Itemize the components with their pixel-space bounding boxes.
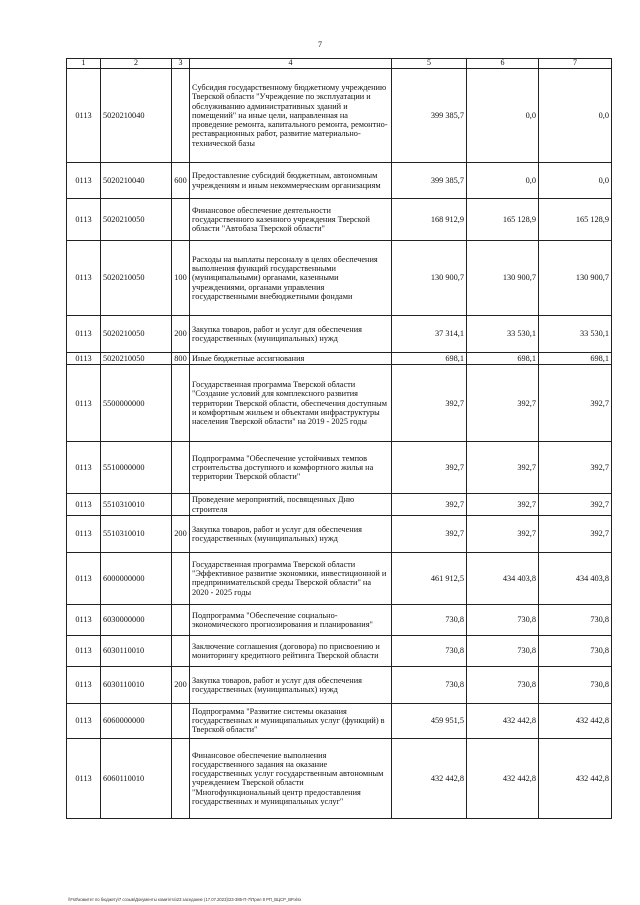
expense-type-cell xyxy=(172,703,190,738)
amount-col7-cell: 730,8 xyxy=(539,635,612,666)
amount-col5-cell: 730,8 xyxy=(392,666,467,703)
amount-col7-cell: 730,8 xyxy=(539,604,612,635)
column-header: 6 xyxy=(467,59,539,69)
amount-col5-cell: 432 442,8 xyxy=(392,738,467,818)
column-header: 2 xyxy=(101,59,172,69)
column-header: 3 xyxy=(172,59,190,69)
amount-col6-cell: 392,7 xyxy=(467,365,539,442)
amount-col7-cell: 698,1 xyxy=(539,353,612,365)
amount-col7-cell: 130 900,7 xyxy=(539,241,612,316)
item-name-cell: Заключение соглашения (договора) по присвоению и мониторингу кредитного рейтинга Тверской области xyxy=(190,635,392,666)
table-row xyxy=(67,604,612,635)
amount-col7-cell: 165 128,9 xyxy=(539,199,612,241)
amount-col6-cell: 392,7 xyxy=(467,494,539,516)
amount-col5-cell: 392,7 xyxy=(392,442,467,494)
target-code-cell: 5020210050 xyxy=(101,241,172,316)
amount-col7-cell: 392,7 xyxy=(539,515,612,552)
table-row xyxy=(67,552,612,604)
expense-type-cell xyxy=(172,199,190,241)
expense-type-cell: 600 xyxy=(172,163,190,199)
table-row xyxy=(67,738,612,818)
expense-type-cell: 200 xyxy=(172,316,190,353)
section-cell: 0113 xyxy=(67,163,101,199)
table-row xyxy=(67,515,612,552)
item-name-cell: Закупка товаров, работ и услуг для обеспечения государственных (муниципальных) нужд xyxy=(190,316,392,353)
section-cell: 0113 xyxy=(67,241,101,316)
target-code-cell: 6000000000 xyxy=(101,552,172,604)
section-cell: 0113 xyxy=(67,353,101,365)
section-cell: 0113 xyxy=(67,316,101,353)
item-name-cell: Государственная программа Тверской области "Эффективное развитие экономики, инвестиционной и предпринимательской среды Тверской области" на 2020 - 2025 годы xyxy=(190,552,392,604)
amount-col5-cell: 730,8 xyxy=(392,635,467,666)
amount-col5-cell: 730,8 xyxy=(392,604,467,635)
section-cell: 0113 xyxy=(67,494,101,516)
expense-type-cell xyxy=(172,604,190,635)
column-header: 7 xyxy=(539,59,612,69)
target-code-cell: 6060000000 xyxy=(101,703,172,738)
amount-col7-cell: 432 442,8 xyxy=(539,703,612,738)
target-code-cell: 5510000000 xyxy=(101,442,172,494)
amount-col5-cell: 399 385,7 xyxy=(392,163,467,199)
expense-type-cell: 200 xyxy=(172,515,190,552)
amount-col6-cell: 130 900,7 xyxy=(467,241,539,316)
amount-col5-cell: 392,7 xyxy=(392,365,467,442)
item-name-cell: Иные бюджетные ассигнования xyxy=(190,353,392,365)
section-cell: 0113 xyxy=(67,515,101,552)
target-code-cell: 5020210050 xyxy=(101,199,172,241)
expense-type-cell xyxy=(172,494,190,516)
column-header: 1 xyxy=(67,59,101,69)
expense-type-cell: 200 xyxy=(172,666,190,703)
table-row xyxy=(67,703,612,738)
section-cell: 0113 xyxy=(67,604,101,635)
item-name-cell: Подпрограмма "Обеспечение социально-экономического прогнозирования и планирования" xyxy=(190,604,392,635)
section-cell: 0113 xyxy=(67,442,101,494)
expense-type-cell xyxy=(172,738,190,818)
section-cell: 0113 xyxy=(67,703,101,738)
target-code-cell: 5020210050 xyxy=(101,316,172,353)
amount-col5-cell: 37 314,1 xyxy=(392,316,467,353)
expense-type-cell: 800 xyxy=(172,353,190,365)
section-cell: 0113 xyxy=(67,738,101,818)
expense-type-cell xyxy=(172,635,190,666)
expense-type-cell xyxy=(172,552,190,604)
target-code-cell: 5510310010 xyxy=(101,515,172,552)
budget-table xyxy=(66,58,612,819)
table-row xyxy=(67,353,612,365)
target-code-cell: 5500000000 xyxy=(101,365,172,442)
amount-col6-cell: 165 128,9 xyxy=(467,199,539,241)
amount-col7-cell: 730,8 xyxy=(539,666,612,703)
target-code-cell: 6030110010 xyxy=(101,666,172,703)
section-cell: 0113 xyxy=(67,199,101,241)
item-name-cell: Подпрограмма "Развитие системы оказания государственных и муниципальных услуг (функций) в Тверской области" xyxy=(190,703,392,738)
amount-col6-cell: 730,8 xyxy=(467,666,539,703)
amount-col6-cell: 432 442,8 xyxy=(467,738,539,818)
item-name-cell: Закупка товаров, работ и услуг для обеспечения государственных (муниципальных) нужд xyxy=(190,515,392,552)
table-row xyxy=(67,69,612,163)
table-row xyxy=(67,163,612,199)
amount-col6-cell: 730,8 xyxy=(467,635,539,666)
file-path-footer: \\Fs0\комитет по бюджету\7 созыв\Документы комитета\23 заседание (17.07.2023)\23-385-П-7\Прил 8 РП_ВЦСР_ВР.xlsx xyxy=(68,897,302,902)
expense-type-cell: 100 xyxy=(172,241,190,316)
item-name-cell: Закупка товаров, работ и услуг для обеспечения государственных (муниципальных) нужд xyxy=(190,666,392,703)
amount-col7-cell: 33 530,1 xyxy=(539,316,612,353)
table-row xyxy=(67,241,612,316)
table-row xyxy=(67,199,612,241)
amount-col5-cell: 130 900,7 xyxy=(392,241,467,316)
amount-col5-cell: 392,7 xyxy=(392,515,467,552)
table-row xyxy=(67,365,612,442)
section-cell: 0113 xyxy=(67,69,101,163)
amount-col5-cell: 392,7 xyxy=(392,494,467,516)
target-code-cell: 6030110010 xyxy=(101,635,172,666)
expense-type-cell xyxy=(172,442,190,494)
table-row xyxy=(67,494,612,516)
amount-col5-cell: 168 912,9 xyxy=(392,199,467,241)
section-cell: 0113 xyxy=(67,666,101,703)
amount-col7-cell: 0,0 xyxy=(539,69,612,163)
target-code-cell: 5020210040 xyxy=(101,69,172,163)
page-number: 7 xyxy=(318,40,322,49)
column-header: 5 xyxy=(392,59,467,69)
table-row xyxy=(67,635,612,666)
amount-col6-cell: 730,8 xyxy=(467,604,539,635)
amount-col6-cell: 392,7 xyxy=(467,515,539,552)
amount-col7-cell: 392,7 xyxy=(539,494,612,516)
table-row xyxy=(67,666,612,703)
amount-col7-cell: 392,7 xyxy=(539,442,612,494)
amount-col6-cell: 698,1 xyxy=(467,353,539,365)
amount-col7-cell: 0,0 xyxy=(539,163,612,199)
target-code-cell: 6030000000 xyxy=(101,604,172,635)
amount-col6-cell: 434 403,8 xyxy=(467,552,539,604)
column-header: 4 xyxy=(190,59,392,69)
amount-col6-cell: 432 442,8 xyxy=(467,703,539,738)
expense-type-cell xyxy=(172,69,190,163)
amount-col6-cell: 392,7 xyxy=(467,442,539,494)
amount-col5-cell: 698,1 xyxy=(392,353,467,365)
item-name-cell: Проведение мероприятий, посвященных Дню строителя xyxy=(190,494,392,516)
amount-col7-cell: 392,7 xyxy=(539,365,612,442)
item-name-cell: Государственная программа Тверской области "Создание условий для комплексного развития территории Тверской области, обеспечения доступным и комфортным жильем и объектами инфраструктуры населения Тверской области" на 2019 - 2025 годы xyxy=(190,365,392,442)
amount-col6-cell: 0,0 xyxy=(467,69,539,163)
amount-col5-cell: 459 951,5 xyxy=(392,703,467,738)
target-code-cell: 5020210040 xyxy=(101,163,172,199)
table-header-row xyxy=(67,59,612,69)
item-name-cell: Субсидия государственному бюджетному учреждению Тверской области "Учреждение по эксплуатации и обслуживанию административных зданий и помещений" на иные цели, направленная на проведение ремонта, капитального ремонта, ремонтно-реставрационных работ, развитие материально-технической базы xyxy=(190,69,392,163)
table-row xyxy=(67,316,612,353)
target-code-cell: 5510310010 xyxy=(101,494,172,516)
section-cell: 0113 xyxy=(67,365,101,442)
item-name-cell: Расходы на выплаты персоналу в целях обеспечения выполнения функций государственными (муниципальными) органами, казенными учреждениями, органами управления государственными внебюджетными фондами xyxy=(190,241,392,316)
amount-col5-cell: 399 385,7 xyxy=(392,69,467,163)
item-name-cell: Финансовое обеспечение деятельности государственного казенного учреждения Тверской области "Автобаза Тверской области" xyxy=(190,199,392,241)
section-cell: 0113 xyxy=(67,552,101,604)
item-name-cell: Финансовое обеспечение выполнения государственного задания на оказание государственных услуг государственным автономным учреждением Тверской области "Многофункциональный центр предоставления государственных и муниципальных услуг" xyxy=(190,738,392,818)
amount-col6-cell: 33 530,1 xyxy=(467,316,539,353)
item-name-cell: Подпрограмма "Обеспечение устойчивых темпов строительства доступного и комфортного жилья на территории Тверской области" xyxy=(190,442,392,494)
target-code-cell: 6060110010 xyxy=(101,738,172,818)
amount-col7-cell: 432 442,8 xyxy=(539,738,612,818)
section-cell: 0113 xyxy=(67,635,101,666)
item-name-cell: Предоставление субсидий бюджетным, автономным учреждениям и иным некоммерческим организациям xyxy=(190,163,392,199)
table-row xyxy=(67,442,612,494)
target-code-cell: 5020210050 xyxy=(101,353,172,365)
amount-col7-cell: 434 403,8 xyxy=(539,552,612,604)
expense-type-cell xyxy=(172,365,190,442)
amount-col5-cell: 461 912,5 xyxy=(392,552,467,604)
amount-col6-cell: 0,0 xyxy=(467,163,539,199)
